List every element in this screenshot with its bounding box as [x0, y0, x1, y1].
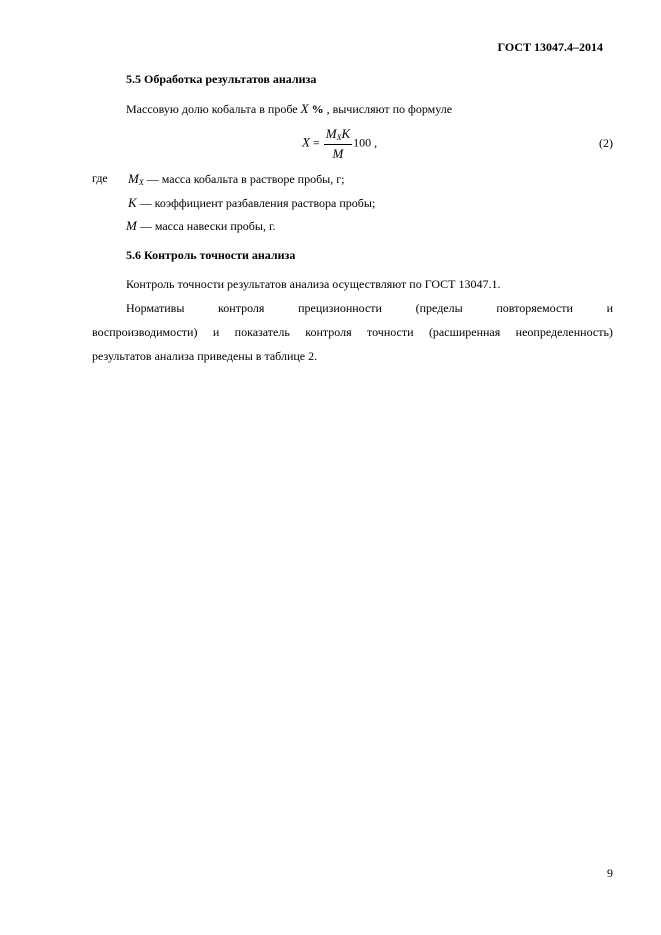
- word: Нормативы: [126, 301, 185, 315]
- word: воспроизводимости): [92, 325, 198, 339]
- def-var: K: [128, 195, 137, 210]
- def-sub: X: [138, 178, 144, 187]
- formula-num-var2: K: [341, 126, 351, 141]
- norms-paragraph-line-1: [126, 301, 613, 315]
- formula-lhs: X: [302, 134, 310, 150]
- def-text: — коэффициент разбавления раствора пробы;: [136, 196, 376, 210]
- def-var: M: [128, 171, 139, 186]
- intro-text-after: , вычисляют по формуле: [326, 102, 453, 116]
- formula: [302, 126, 377, 160]
- formula-comma: ,: [371, 135, 378, 150]
- word: (пределы: [415, 301, 463, 315]
- word: и: [606, 301, 613, 315]
- equation-number: (2): [599, 136, 613, 150]
- intro-variable: X: [300, 101, 309, 116]
- section-heading-5-5: 5.5 Обработка результатов анализа: [126, 72, 317, 86]
- formula-denominator: M: [332, 145, 344, 161]
- accuracy-paragraph: Контроль точности результатов анализа осуществляют по ГОСТ 13047.1.: [126, 277, 501, 291]
- definition-item: [128, 171, 345, 188]
- word: контроля: [305, 325, 352, 339]
- word: контроля: [218, 301, 265, 315]
- formula-factor: 100: [353, 135, 372, 150]
- formula-fraction: [324, 126, 352, 161]
- intro-text-before: Массовую долю кобальта в пробе: [126, 102, 301, 116]
- intro-paragraph: [126, 101, 452, 117]
- norms-paragraph-line-3: результатов анализа приведены в таблице 2.: [92, 349, 318, 363]
- def-text: — масса кобальта в растворе пробы, г;: [143, 172, 345, 186]
- formula-numerator: [324, 126, 352, 145]
- def-var: M: [126, 218, 137, 233]
- word: показатель: [234, 325, 290, 339]
- word: прецизионности: [298, 301, 382, 315]
- formula-num-var: M: [325, 126, 337, 141]
- formula-num-sub: X: [336, 133, 342, 142]
- document-code: ГОСТ 13047.4–2014: [497, 40, 603, 54]
- section-heading-5-6: 5.6 Контроль точности анализа: [126, 248, 296, 262]
- word: неопределенность): [515, 325, 613, 339]
- def-text: — масса навески пробы, г.: [136, 219, 276, 233]
- word: точности: [367, 325, 414, 339]
- page-number: 9: [607, 866, 613, 880]
- word: и: [212, 325, 220, 339]
- definition-item: [126, 218, 276, 235]
- word: повторяемости: [496, 301, 573, 315]
- norms-paragraph-line-2: [92, 325, 613, 339]
- definition-item: [128, 195, 375, 212]
- formula-equals: =: [309, 135, 323, 150]
- intro-unit: %: [311, 102, 324, 116]
- word: (расширенная: [428, 325, 501, 339]
- where-label: где: [92, 171, 108, 185]
